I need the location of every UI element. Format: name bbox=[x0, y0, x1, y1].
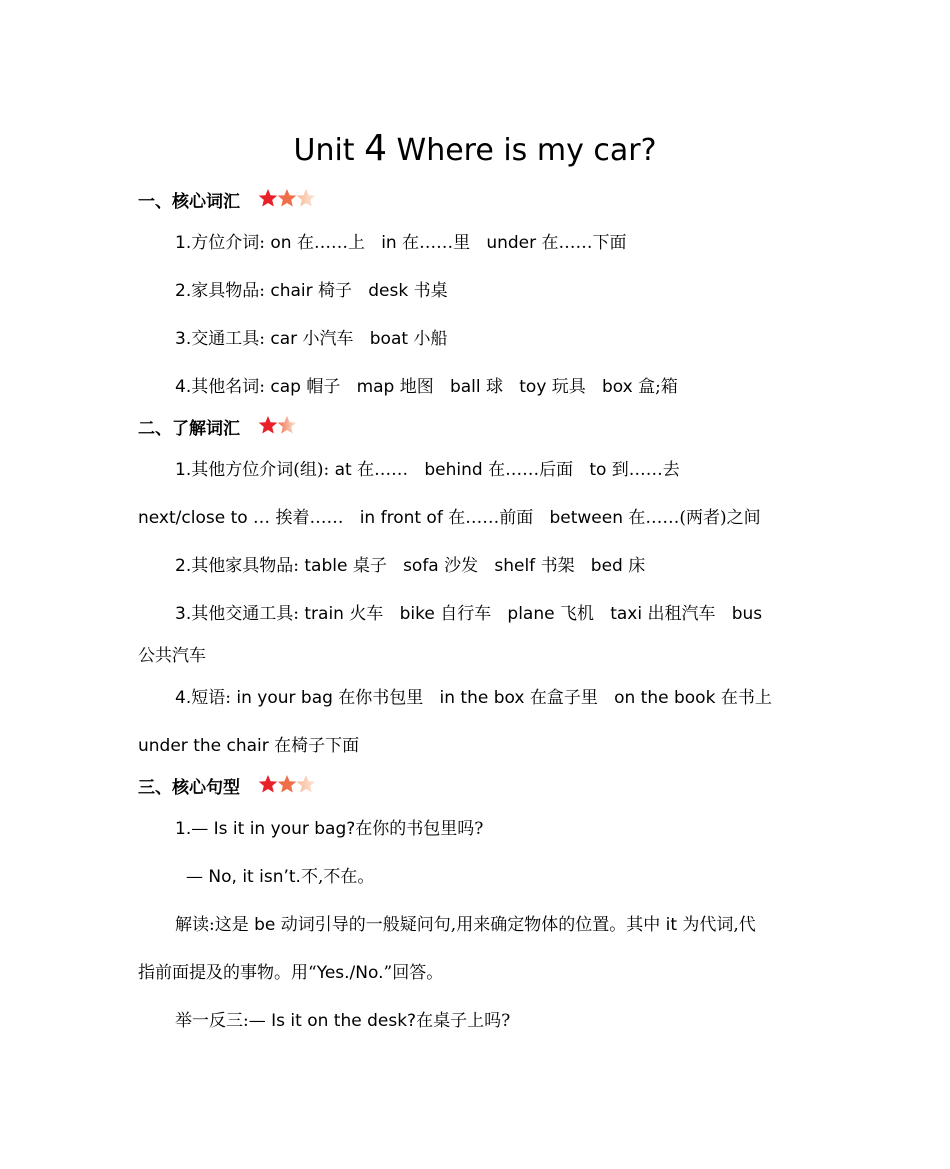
english-term: toy bbox=[519, 377, 547, 397]
chinese-text: 小船 bbox=[408, 329, 448, 349]
content-line bbox=[175, 278, 855, 304]
difficulty-stars bbox=[258, 188, 315, 216]
item-number: 1. bbox=[175, 460, 192, 480]
title-unit-number: 4 bbox=[364, 128, 387, 169]
item-label: 其他交通工具: bbox=[191, 604, 305, 624]
english-term: cap bbox=[270, 377, 301, 397]
chinese-text: 在你书包里 bbox=[332, 688, 424, 708]
english-term: to bbox=[589, 460, 607, 480]
english-term: in the box bbox=[439, 688, 525, 708]
chinese-text: 动词引导的一般疑问句,用来确定物体的位置。其中 bbox=[275, 915, 666, 935]
english-term: car bbox=[270, 329, 298, 349]
item-label: 交通工具: bbox=[191, 329, 271, 349]
english-term: under the chair bbox=[138, 736, 269, 756]
spacer bbox=[598, 688, 614, 708]
chinese-text: 地图 bbox=[394, 377, 434, 397]
english-term: in bbox=[381, 233, 397, 253]
star-icon bbox=[258, 188, 278, 208]
star-icon bbox=[258, 415, 278, 435]
spacer bbox=[343, 508, 359, 528]
item-label: 其他家具物品: bbox=[191, 556, 305, 576]
english-term: in your bag bbox=[236, 688, 333, 708]
chinese-text: 在盒子里 bbox=[524, 688, 598, 708]
chinese-text: 在……下面 bbox=[536, 233, 627, 253]
content-line-continued bbox=[138, 505, 818, 531]
spacer bbox=[716, 604, 732, 624]
english-term: next/close to bbox=[138, 508, 248, 528]
english-term: on the book bbox=[614, 688, 716, 708]
english-term: Yes./No. bbox=[316, 963, 384, 983]
spacer bbox=[434, 377, 450, 397]
chinese-text: 为代词,代 bbox=[677, 915, 756, 935]
chinese-text: 自行车 bbox=[434, 604, 492, 624]
chinese-text: 床 bbox=[622, 556, 646, 576]
content-line bbox=[175, 553, 855, 579]
content-line bbox=[175, 326, 855, 352]
spacer bbox=[423, 688, 439, 708]
content-line bbox=[175, 1008, 855, 1034]
chinese-text: — bbox=[191, 819, 214, 839]
english-term: under bbox=[486, 233, 537, 253]
english-term: boat bbox=[369, 329, 409, 349]
chinese-text: … 挨着…… bbox=[247, 508, 344, 528]
chinese-text: ”回答。 bbox=[383, 963, 444, 983]
english-term: Is it on the desk? bbox=[271, 1011, 417, 1031]
spacer bbox=[573, 460, 589, 480]
item-number: 1. bbox=[175, 233, 192, 253]
content-line bbox=[175, 374, 855, 400]
spacer bbox=[408, 460, 424, 480]
title-text: Where is my car? bbox=[387, 133, 657, 168]
english-term: map bbox=[356, 377, 395, 397]
section-heading bbox=[138, 774, 818, 802]
item-number: 3. bbox=[175, 329, 192, 349]
chinese-text: 盒;箱 bbox=[632, 377, 678, 397]
spacer bbox=[594, 604, 610, 624]
item-number: 2. bbox=[175, 556, 192, 576]
chinese-text: 在…… bbox=[351, 460, 409, 480]
english-term: be bbox=[254, 915, 276, 935]
spacer bbox=[383, 604, 399, 624]
chinese-text: 沙发 bbox=[438, 556, 479, 576]
chinese-text: 公共汽车 bbox=[138, 646, 206, 666]
content-line bbox=[175, 230, 855, 256]
spacer bbox=[575, 556, 591, 576]
spacer bbox=[470, 233, 486, 253]
spacer bbox=[533, 508, 549, 528]
english-term: box bbox=[602, 377, 633, 397]
chinese-text: 桌子 bbox=[347, 556, 387, 576]
item-label: 短语: bbox=[191, 688, 237, 708]
chinese-text: 书架 bbox=[535, 556, 575, 576]
content-line bbox=[175, 816, 855, 842]
chinese-text: 举一反三:— bbox=[175, 1011, 272, 1031]
content-line bbox=[175, 685, 855, 711]
chinese-text: 在……上 bbox=[291, 233, 365, 253]
difficulty-stars bbox=[258, 774, 315, 802]
star-icon bbox=[296, 188, 316, 208]
english-term: train bbox=[304, 604, 344, 624]
item-number: 4. bbox=[175, 688, 192, 708]
english-term: bed bbox=[590, 556, 623, 576]
english-term: behind bbox=[424, 460, 483, 480]
content-line-continued bbox=[138, 733, 818, 759]
english-term: at bbox=[334, 460, 352, 480]
english-term: No, it isn’t. bbox=[208, 867, 301, 887]
english-term: in front of bbox=[359, 508, 443, 528]
item-label: 其他名词: bbox=[191, 377, 271, 397]
spacer bbox=[491, 604, 507, 624]
chinese-text: — bbox=[186, 867, 209, 887]
english-term: Is it in your bag? bbox=[213, 819, 356, 839]
english-term: on bbox=[270, 233, 292, 253]
star-icon bbox=[277, 774, 297, 794]
chinese-text: 球 bbox=[480, 377, 504, 397]
english-term: ball bbox=[449, 377, 481, 397]
content-line bbox=[175, 912, 855, 938]
difficulty-stars bbox=[258, 415, 296, 443]
star-icon bbox=[277, 188, 297, 208]
item-number: 3. bbox=[175, 604, 192, 624]
content-line bbox=[175, 457, 855, 483]
item-number: 1. bbox=[175, 819, 192, 839]
english-term: chair bbox=[270, 281, 313, 301]
item-number: 4. bbox=[175, 377, 192, 397]
item-label: 方位介词: bbox=[191, 233, 271, 253]
english-term: bike bbox=[399, 604, 435, 624]
section-heading bbox=[138, 415, 818, 443]
english-term: sofa bbox=[403, 556, 439, 576]
chinese-text: 椅子 bbox=[312, 281, 353, 301]
spacer bbox=[352, 281, 368, 301]
chinese-text: 在……(两者)之间 bbox=[622, 508, 761, 528]
chinese-text: 小汽车 bbox=[297, 329, 354, 349]
star-icon bbox=[296, 774, 316, 794]
item-label: 家具物品: bbox=[191, 281, 271, 301]
section-heading-text: 一、核心词汇 bbox=[138, 192, 240, 212]
content-line bbox=[175, 601, 855, 627]
item-number: 2. bbox=[175, 281, 192, 301]
chinese-text: 不,不在。 bbox=[300, 867, 375, 887]
section-heading bbox=[138, 188, 818, 216]
item-label: 其他方位介词(组): bbox=[191, 460, 335, 480]
english-term: shelf bbox=[494, 556, 536, 576]
english-term: desk bbox=[368, 281, 409, 301]
english-term: it bbox=[665, 915, 677, 935]
chinese-text: 在书上 bbox=[715, 688, 772, 708]
chinese-text: 火车 bbox=[343, 604, 384, 624]
spacer bbox=[365, 233, 381, 253]
spacer bbox=[340, 377, 356, 397]
spacer bbox=[478, 556, 494, 576]
star-icon bbox=[258, 774, 278, 794]
content-line bbox=[186, 864, 866, 890]
star-icon bbox=[277, 415, 297, 435]
content-line-continued bbox=[138, 960, 818, 986]
chinese-text: 在桌子上吗? bbox=[416, 1011, 511, 1031]
chinese-text: 在……前面 bbox=[442, 508, 534, 528]
spacer bbox=[354, 329, 370, 349]
spacer bbox=[503, 377, 519, 397]
chinese-text: 指前面提及的事物。用“ bbox=[138, 963, 317, 983]
english-term: plane bbox=[507, 604, 555, 624]
english-term: between bbox=[549, 508, 623, 528]
chinese-text: 在你的书包里吗? bbox=[355, 819, 484, 839]
chinese-text: 解读:这是 bbox=[175, 915, 255, 935]
chinese-text: 在……里 bbox=[396, 233, 471, 253]
spacer bbox=[586, 377, 602, 397]
unit-title bbox=[0, 126, 950, 174]
spacer bbox=[387, 556, 403, 576]
english-term: taxi bbox=[610, 604, 643, 624]
section-heading-text: 三、核心句型 bbox=[138, 778, 240, 798]
section-heading-text: 二、了解词汇 bbox=[138, 419, 240, 439]
chinese-text: 在椅子下面 bbox=[268, 736, 360, 756]
content-line-continued bbox=[138, 643, 818, 669]
chinese-text: 出租汽车 bbox=[642, 604, 716, 624]
english-term: bus bbox=[731, 604, 763, 624]
english-term: table bbox=[304, 556, 348, 576]
title-prefix: Unit bbox=[293, 133, 365, 168]
chinese-text: 帽子 bbox=[300, 377, 341, 397]
chinese-text: 到……去 bbox=[606, 460, 680, 480]
chinese-text: 书桌 bbox=[408, 281, 448, 301]
chinese-text: 玩具 bbox=[546, 377, 586, 397]
chinese-text: 在……后面 bbox=[482, 460, 574, 480]
chinese-text: 飞机 bbox=[554, 604, 594, 624]
